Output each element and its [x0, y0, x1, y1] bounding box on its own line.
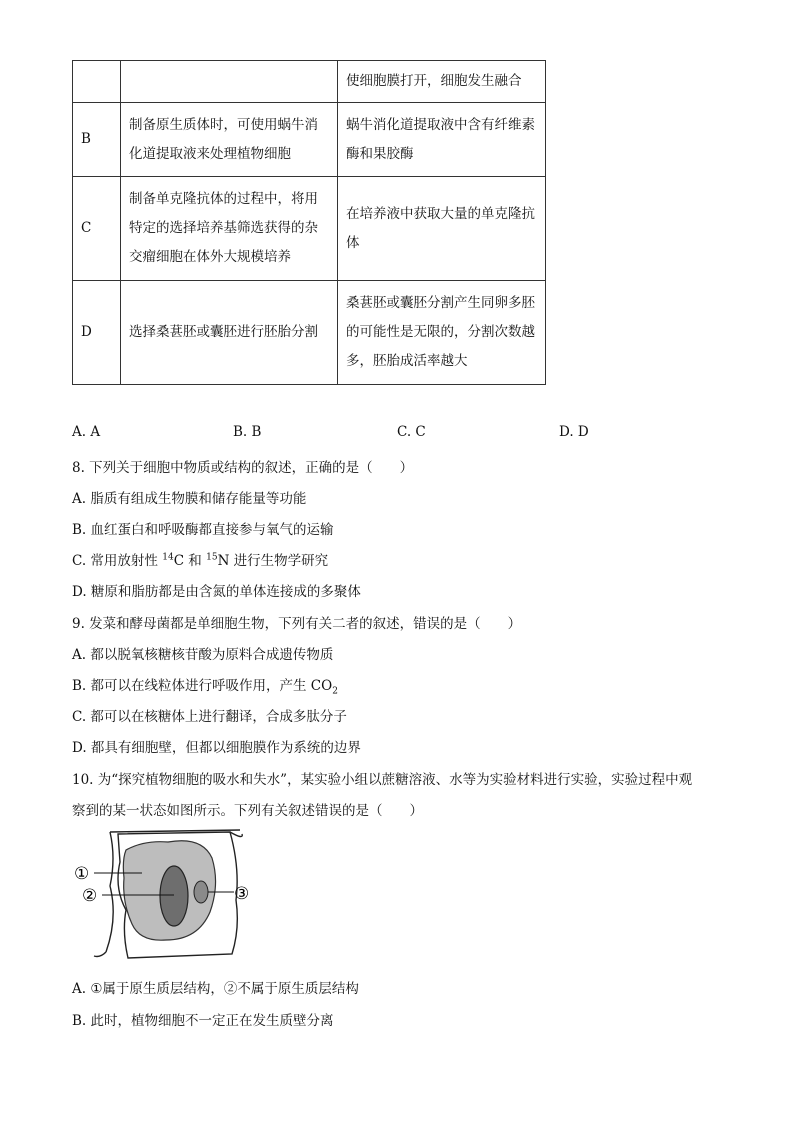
question7-choices [72, 424, 672, 444]
option-cell [73, 61, 121, 103]
operation-cell: 制备单克隆抗体的过程中，将用特定的选择培养基筛选获得的杂交瘤细胞在体外大规模培养 [121, 177, 338, 281]
reason-cell: 在培养液中获取大量的单克隆抗体 [338, 177, 546, 281]
label-3: ③ [234, 884, 250, 904]
question10-option-b[interactable]: B. 此时，植物细胞不一定正在发生质壁分离 [72, 1013, 334, 1029]
reason-cell: 桑葚胚或囊胚分割产生同卵多胚的可能性是无限的，分割次数越多，胚胎成活率越大 [338, 281, 546, 385]
option-cell: C [73, 177, 121, 281]
label-2: ② [82, 886, 98, 906]
option-c-text-2: C 和 [173, 553, 207, 569]
isotope-mass-14: 14 [162, 552, 174, 563]
question8-stem: 8. 下列关于细胞中物质或结构的叙述，正确的是（ ） [72, 460, 414, 476]
reason-cell: 使细胞膜打开，细胞发生融合 [338, 61, 546, 103]
plant-cell-figure [70, 828, 270, 962]
question9-option-b[interactable] [72, 674, 338, 697]
table-row [73, 103, 546, 177]
choice-b[interactable]: B. B [233, 424, 262, 440]
choice-d[interactable]: D. D [559, 424, 589, 440]
option-b-text: B. 都可以在线粒体进行呼吸作用，产生 CO [72, 678, 333, 694]
table-row [73, 177, 546, 281]
question8-option-d[interactable]: D. 糖原和脂肪都是由含氮的单体连接成的多聚体 [72, 584, 361, 600]
question9-stem: 9. 发菜和酵母菌都是单细胞生物，下列有关二者的叙述，错误的是（ ） [72, 616, 522, 632]
question8-option-a[interactable]: A. 脂质有组成生物膜和储存能量等功能 [72, 491, 307, 507]
reason-cell: 蜗牛消化道提取液中含有纤维素酶和果胶酶 [338, 103, 546, 177]
choice-c[interactable]: C. C [397, 424, 426, 440]
question9-option-d[interactable]: D. 都具有细胞壁，但都以细胞膜作为系统的边界 [72, 740, 361, 756]
choice-a[interactable]: A. A [72, 424, 101, 440]
isotope-mass-15: 15 [206, 552, 218, 563]
option-cell: B [73, 103, 121, 177]
table-row [73, 61, 546, 103]
option-c-text-3: N 进行生物学研究 [217, 553, 329, 569]
operation-cell: 制备原生质体时，可使用蜗牛消化道提取液来处理植物细胞 [121, 103, 338, 177]
operation-cell: 选择桑葚胚或囊胚进行胚胎分割 [121, 281, 338, 385]
question9-option-c[interactable]: C. 都可以在核糖体上进行翻译，合成多肽分子 [72, 709, 347, 725]
co2-subscript: 2 [332, 686, 338, 697]
question10-option-a[interactable]: A. ①属于原生质层结构，②不属于原生质层结构 [72, 981, 359, 997]
plant-cell-diagram [70, 828, 270, 962]
question10-stem-line1: 10. 为“探究植物细胞的吸水和失水”，某实验小组以蔗糖溶液、水等为实验材料进行实验，实验过程中观 [72, 772, 693, 788]
option-c-text-1: C. 常用放射性 [72, 553, 163, 569]
table-row [73, 281, 546, 385]
question8-option-b[interactable]: B. 血红蛋白和呼吸酶都直接参与氧气的运输 [72, 522, 334, 538]
question9-option-a[interactable]: A. 都以脱氧核糖核苷酸为原料合成遗传物质 [72, 647, 334, 663]
vacuole [194, 881, 208, 903]
nucleus [160, 866, 188, 926]
operation-cell [121, 61, 338, 103]
question10-stem-line2: 察到的某一状态如图所示。下列有关叙述错误的是（ ） [72, 803, 423, 819]
label-1: ① [74, 864, 90, 884]
question7-table [72, 60, 546, 385]
option-cell: D [73, 281, 121, 385]
question8-option-c[interactable] [72, 549, 328, 569]
